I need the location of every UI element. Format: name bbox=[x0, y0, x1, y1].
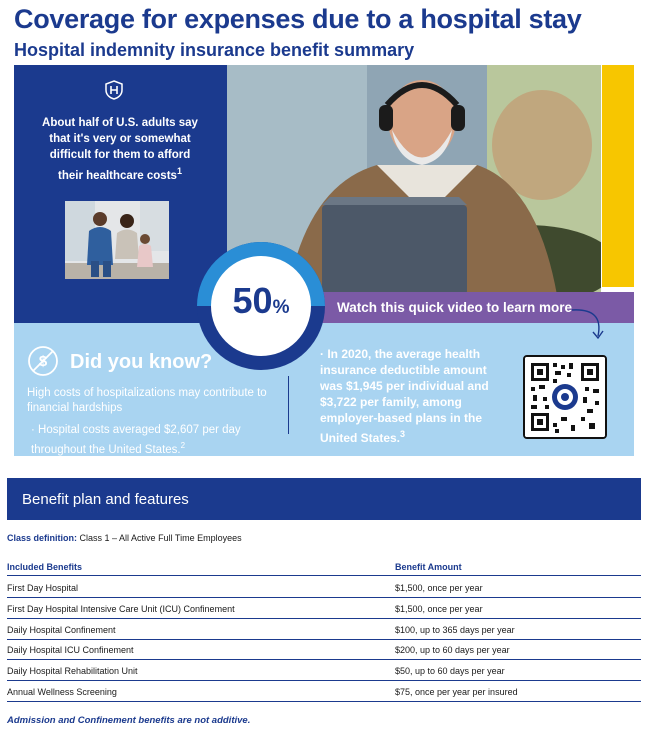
yellow-accent-bar bbox=[602, 65, 634, 287]
table-row-amount: $75, once per year per insured bbox=[395, 687, 518, 697]
table-row-amount: $200, up to 60 days per year bbox=[395, 645, 510, 656]
footnote-2: 2 bbox=[180, 441, 186, 450]
shield-logo-icon bbox=[104, 80, 124, 100]
deductible-fact: · In 2020, the average health insurance deductible amount was $1,945 per individual and $3,722 per family, among employer-based plans in the United States.$^3$ bbox=[320, 347, 489, 445]
table-row-benefit: First Day Hospital bbox=[7, 583, 79, 593]
table-row-amount: $50, up to 60 days per year bbox=[395, 666, 505, 677]
did-you-know-heading: Did you know? bbox=[70, 351, 213, 373]
row-rule bbox=[7, 680, 641, 681]
row-rule bbox=[7, 659, 641, 660]
did-you-know-paragraph: High costs of hospitalizations may contribute to financial hardships bbox=[27, 387, 267, 414]
curved-arrow-icon bbox=[570, 306, 610, 346]
row-rule bbox=[7, 597, 641, 598]
qr-code[interactable] bbox=[523, 355, 607, 439]
class-definition: Class definition: Class 1 – All Active Full Time Employees bbox=[7, 533, 242, 543]
table-row-amount: $1,500, once per year bbox=[395, 603, 483, 614]
percent-value: 50% bbox=[232, 280, 290, 321]
dollar-icon bbox=[27, 345, 59, 377]
footnote-1: 1 bbox=[176, 166, 182, 176]
stat-text: About half of U.S. adults say that it's very or somewhat difficult for them to afford their healthcare costs$^1$ bbox=[42, 117, 198, 182]
page-subtitle: Hospital indemnity insurance benefit summary bbox=[14, 40, 415, 60]
footnote-3: 3 bbox=[400, 429, 406, 439]
table-note: Admission and Confinement benefits are not additive. bbox=[7, 715, 251, 726]
table-row-benefit: Daily Hospital Rehabilitation Unit bbox=[7, 666, 138, 677]
col-header-amount: Benefit Amount bbox=[395, 562, 462, 572]
svg-text:$: $ bbox=[38, 353, 48, 370]
benefit-section-title: Benefit plan and features bbox=[22, 491, 189, 508]
table-row-benefit: Daily Hospital ICU Confinement bbox=[7, 645, 134, 656]
page-title: Coverage for expenses due to a hospital stay bbox=[14, 4, 582, 34]
col-header-benefits: Included Benefits bbox=[7, 562, 83, 572]
header-rule bbox=[7, 575, 641, 576]
video-link-label[interactable]: Watch this quick video to learn more bbox=[337, 300, 573, 315]
did-you-know-bullet: · Hospital costs averaged $2,607 per day throughout the United States.$^2$ bbox=[31, 424, 241, 456]
table-row-benefit: Annual Wellness Screening bbox=[7, 687, 117, 697]
row-rule bbox=[7, 639, 641, 640]
table-row-amount: $100, up to 365 days per year bbox=[395, 624, 515, 635]
family-photo bbox=[65, 201, 169, 279]
table-row-amount: $1,500, once per year bbox=[395, 583, 483, 593]
panel-divider bbox=[288, 376, 289, 434]
row-rule bbox=[7, 618, 641, 619]
table-row-benefit: Daily Hospital Confinement bbox=[7, 624, 116, 635]
table-row-benefit: First Day Hospital Intensive Care Unit (ICU) Confinement bbox=[7, 603, 235, 614]
row-rule bbox=[7, 701, 641, 702]
